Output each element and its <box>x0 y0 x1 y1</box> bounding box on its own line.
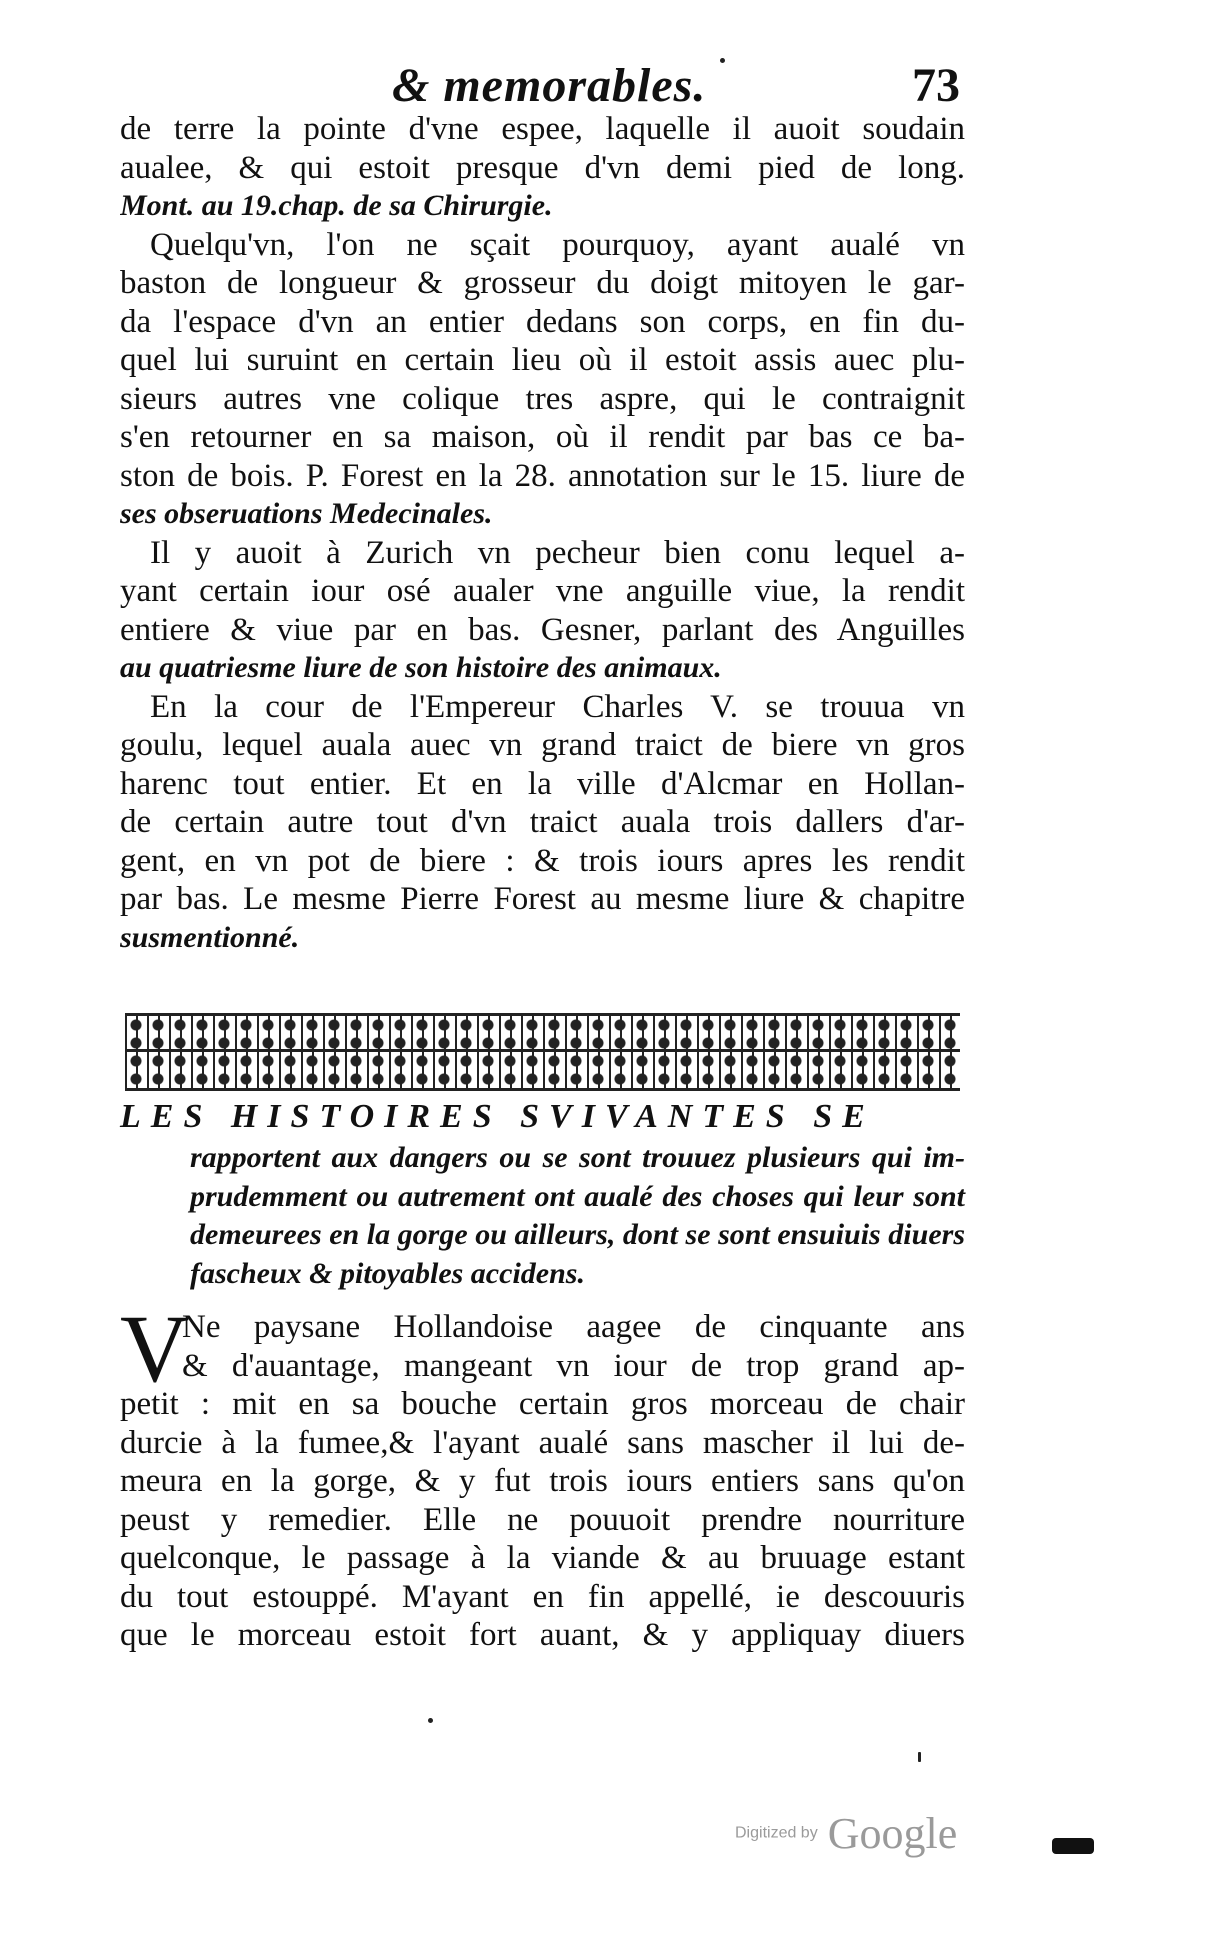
text-line: Ne paysane Hollandoise aagee de cinquante ans <box>182 1309 965 1345</box>
heading-title: LES HISTOIRES SVIVANTES SE <box>120 1098 875 1135</box>
ornament-divider <box>125 1049 960 1052</box>
text-line: & d'auantage, mangeant vn iour de trop grand ap- <box>182 1347 965 1384</box>
heading-line: fascheux & pitoyables accidens. <box>190 1256 585 1290</box>
speck <box>428 1718 433 1723</box>
text-line: goulu, lequel auala auec vn grand traict de biere vn gros <box>120 727 965 763</box>
text-line: quel lui suruint en certain lieu où il estoit assis auec plu- <box>120 342 965 378</box>
text-line: petit : mit en sa bouche certain gros morceau de chair <box>120 1386 965 1422</box>
story-block <box>120 1295 965 1655</box>
text-line: Il y auoit à Zurich vn pecheur bien conu lequel a- <box>150 534 965 571</box>
ornament-band <box>125 1013 960 1091</box>
text-line: yant certain iour osé aualer vne anguille viue, la rendit <box>120 573 965 609</box>
text-line: durcie à la fumee,& l'ayant aualé sans mascher il lui de- <box>120 1424 965 1461</box>
text-line: gent, en vn pot de biere : & trois iours apres les rendit <box>120 842 965 879</box>
citation-line: ses obseruations Medecinales. <box>120 497 493 530</box>
digitized-label: Digitized by <box>735 1824 818 1842</box>
text-line: de certain autre tout d'vn traict auala trois dallers d'ar- <box>120 804 965 840</box>
drop-cap: V <box>120 1295 190 1402</box>
google-logo: Google <box>827 1809 958 1858</box>
section-heading <box>120 1095 965 1293</box>
heading-line: prudemment ou autrement ont aualé des choses qui leur sont <box>190 1179 965 1213</box>
speck <box>918 1752 921 1762</box>
text-line: sieurs autres vne colique tres aspre, qui le contraignit <box>120 380 965 417</box>
citation-line: susmentionné. <box>120 920 300 954</box>
text-line: peust y remedier. Elle ne pouuoit prendre nourriture <box>120 1501 965 1538</box>
heading-line: rapportent aux dangers ou se sont trouuez plusieurs qui im- <box>190 1141 965 1174</box>
text-line: meura en la gorge, & y fut trois iours entiers sans qu'on <box>120 1463 965 1499</box>
text-line: de terre la pointe d'vne espee, laquelle il auoit soudain <box>120 111 965 147</box>
citation-line: Mont. au 19.chap. de sa Chirurgie. <box>120 189 553 222</box>
running-title: & memorables. <box>392 59 707 112</box>
text-block-1 <box>120 110 965 957</box>
text-line: En la cour de l'Empereur Charles V. se trouua vn <box>150 688 965 725</box>
citation-line: au quatriesme liure de son histoire des animaux. <box>120 651 722 684</box>
heading-line: demeurees en la gorge ou ailleurs, dont se sont ensuiuis diuers <box>190 1218 965 1251</box>
text-line: ston de bois. P. Forest en la 28. annotation sur le 15. liure de <box>120 457 965 494</box>
page-number: 73 <box>912 59 960 112</box>
text-line: que le morceau estoit fort auant, & y appliquay diuers <box>120 1617 965 1653</box>
text-line: da l'espace d'vn an entier dedans son corps, en fin du- <box>120 303 965 340</box>
text-line: quelconque, le passage à la viande & au bruuage estant <box>120 1540 965 1576</box>
text-line: aualee, & qui estoit presque d'vn demi pied de long. <box>120 149 965 186</box>
digitized-by-google-watermark <box>735 1808 957 1858</box>
text-line: entiere & viue par en bas. Gesner, parlant des Anguilles <box>120 611 965 648</box>
text-line: par bas. Le mesme Pierre Forest au mesme liure & chapitre <box>120 881 965 917</box>
text-line: baston de longueur & grosseur du doigt mitoyen le gar- <box>120 265 965 301</box>
ink-smudge <box>1052 1838 1094 1854</box>
text-line: du tout estouppé. M'ayant en fin appellé, ie descouuris <box>120 1578 965 1615</box>
text-line: Quelqu'vn, l'on ne sçait pourquoy, ayant aualé vn <box>150 226 965 263</box>
text-line: harenc tout entier. Et en la ville d'Alcmar en Hollan- <box>120 765 965 802</box>
speck <box>720 58 725 63</box>
text-line: s'en retourner en sa maison, où il rendit par bas ce ba- <box>120 419 965 455</box>
